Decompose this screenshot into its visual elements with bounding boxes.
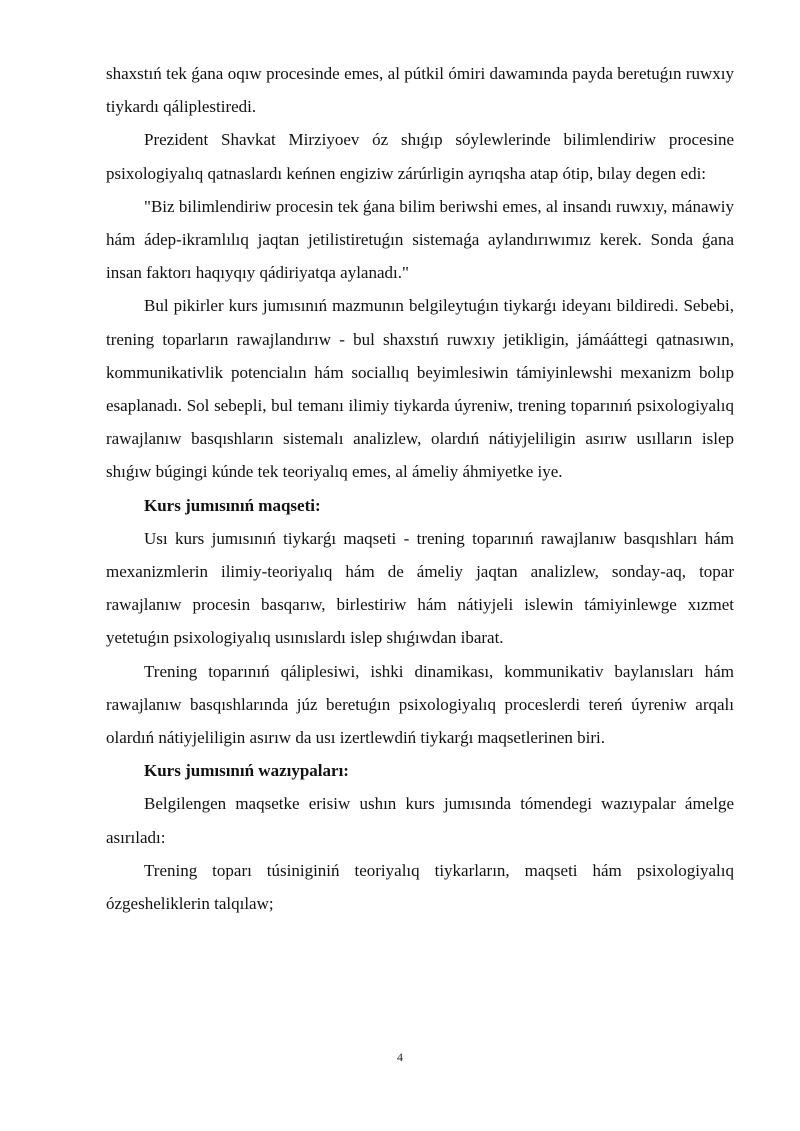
page-number: 4 [397,1050,403,1064]
page-content [106,57,734,920]
paragraph-president-intro: Prezident Shavkat Mirziyoev óz shıǵıp sóylewlerinde bilimlendiriw procesine psixologiyalıq qatnaslardı keńnen engiziw zárúrligin ayrıqsha atap ótip, bılay degen edi: [106,130,734,183]
heading-goal: Kurs jumısınıń maqseti: [144,495,321,515]
paragraph-main-idea: Bul pikirler kurs jumısınıń mazmunın belgileytuǵın tiykarǵı ideyanı bildiredi. Sebebi, trening toparların rawajlandırıw - bul shaxstıń ruwxıy jetikligin, jámááttegi qatnasıwın, kommunikativlik potencialın hám sociallıq beyimlesiwin támiyinlewshi mexanizm bolıp esaplanadı. Sol sebepli, bul temanı ilimiy tiykarda úyreniw, trening toparınıń psixologiyalıq rawajlanıw basqıshların sistemalı analizlew, olardıń nátiyjeliligin asırıw usılların islep shıǵıw búgingi kúnde tek teoriyalıq emes, al ámeliy áhmiyetke iye. [106,296,734,482]
paragraph-quote: "Biz bilimlendiriw procesin tek ǵana bilim beriwshi emes, al insandı ruwxıy, mánawiy hám ádep-ikramlılıq jaqtan jetilistiretuǵın sistemaǵa aylandırıwımız kerek. Sonda ǵana insan faktorı haqıyqıy qádiriyatqa aylanadı." [106,196,734,283]
paragraph-goal-detail: Trening toparınıń qáliplesiwi, ishki dinamikası, kommunikativ baylanısları hám rawajlanıw basqıshlarında júz beretuǵın psixologiyalıq proceslerdi tereń úyreniw arqalı olardıń nátiyjeliligin asırıw da usı izertlewdiń tiykarǵı maqsetlerinen biri. [106,661,734,748]
paragraph-task-1: Trening toparı túsiniginiń teoriyalıq tiykarların, maqseti hám psixologiyalıq ózgesheliklerin talqılaw; [106,860,734,914]
paragraph-goal: Usı kurs jumısınıń tiykarǵı maqseti - trening toparınıń rawajlanıw basqıshları hám mexanizmlerin ilimiy-teoriyalıq hám de ámeliy jaqtan analizlew, sonday-aq, topar rawajlanıw procesin basqarıw, birlestiriw hám nátiyjeli islewin támiyinlewge xızmet yetetuǵın psixologiyalıq usınıslardı islep shıǵıwdan ibarat. [106,528,734,648]
paragraph-continuation: shaxstıń tek ǵana oqıw procesinde emes, al pútkil ómiri dawamında payda beretuǵın ruwxıy tiykardı qáliplestiredi. [106,64,734,117]
heading-tasks: Kurs jumısınıń wazıypaları: [144,761,349,781]
paragraph-tasks-intro: Belgilengen maqsetke erisiw ushın kurs jumısında tómendegi wazıypalar ámelge asırıladı: [106,794,734,847]
